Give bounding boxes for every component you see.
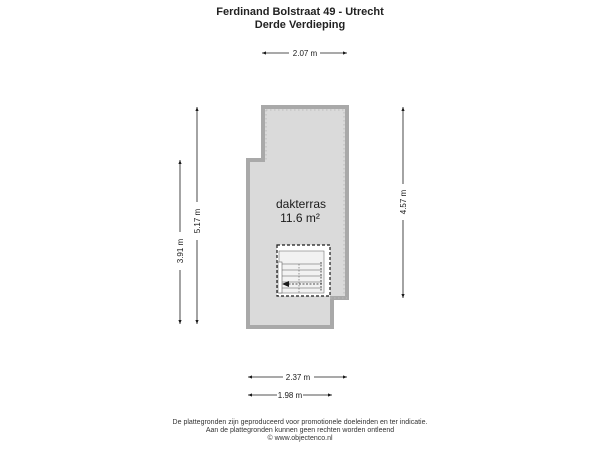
dimension-right (399, 107, 408, 298)
room-name-label: dakterras (275, 197, 327, 211)
copyright-line (0, 435, 600, 444)
stair-well (279, 251, 324, 293)
plan-address-title: Ferdinand Bolstraat 49 - Utrecht (216, 6, 384, 18)
dimension-bottom-outer (248, 373, 347, 382)
website-link[interactable]: www.objectenco.nl (274, 435, 333, 442)
dimension-left-outer (176, 160, 185, 324)
dimension-bottom-inner-label: 1.98 m (277, 391, 303, 400)
dimension-top (262, 49, 347, 58)
dimension-left-inner-label: 5.17 m (193, 208, 202, 234)
room-area-label: 11.6 m² (280, 211, 320, 225)
dimension-bottom-inner (248, 391, 332, 400)
dimension-right-label: 4.57 m (399, 189, 408, 215)
dimension-top-label: 2.07 m (292, 49, 318, 58)
dimension-left-outer-label: 3.91 m (176, 238, 185, 264)
disclaimer-line-1: De plattegronden zijn geproduceerd voor promotionele doeleinden en ter indicatie. (172, 419, 428, 426)
stair-rail (278, 262, 282, 293)
dimension-bottom-outer-label: 2.37 m (285, 373, 311, 382)
disclaimer-line-2: Aan de plattegronden kunnen geen rechten worden ontleend (205, 427, 395, 434)
copyright-symbol: © (267, 435, 273, 442)
dimension-left-inner (193, 107, 202, 324)
plan-floor-title: Derde Verdieping (254, 19, 346, 31)
